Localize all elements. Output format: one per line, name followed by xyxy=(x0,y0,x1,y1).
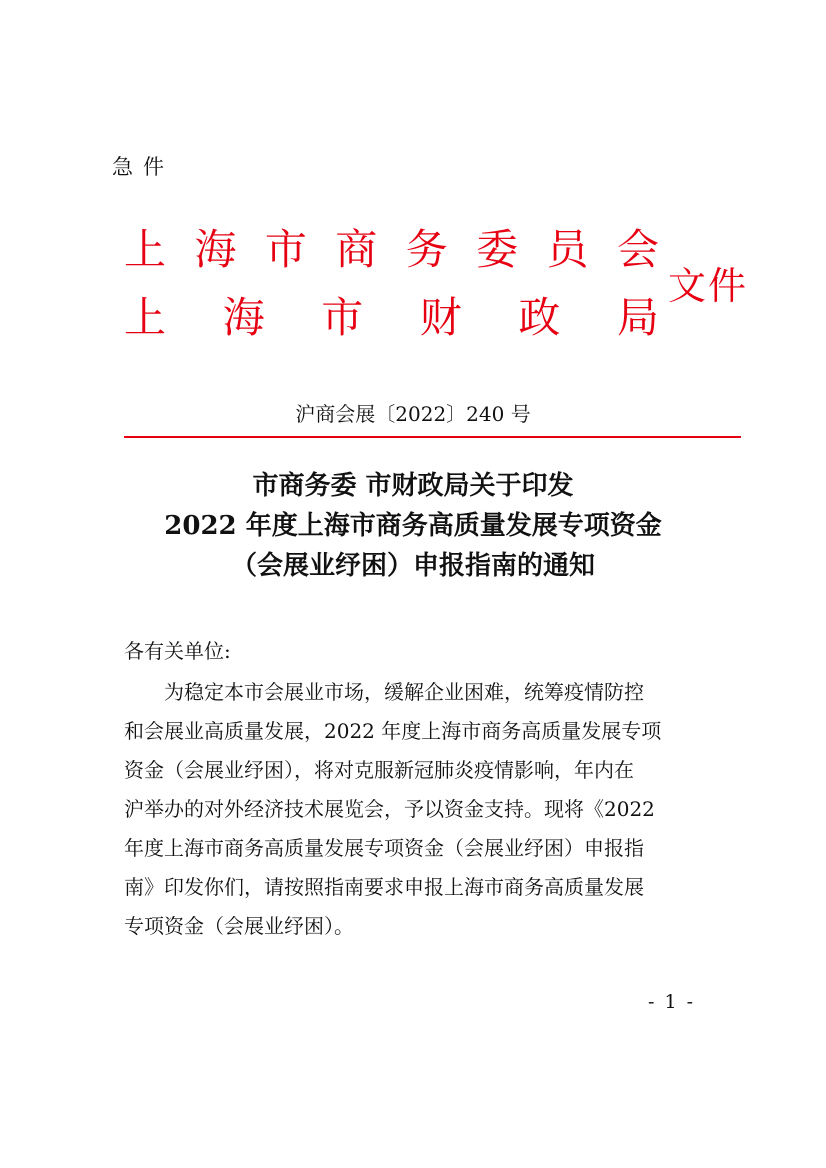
issuer-line-finance-bureau xyxy=(124,293,659,343)
issuer-char: 会 xyxy=(616,225,659,274)
issuer-char: 员 xyxy=(546,225,589,274)
title-line-2: 2022 年度上海市商务高质量发展专项资金 xyxy=(164,511,662,541)
issuer-line-commerce-commission xyxy=(124,225,659,275)
issuer-char: 上 xyxy=(124,293,167,342)
issuer-char: 上 xyxy=(124,225,167,274)
document-type-label: 文件 xyxy=(668,264,749,308)
body-line-6: 南》印发你们，请按照指南要求申报上海市商务高质量发展 xyxy=(124,875,644,899)
body-line-1: 为稳定本市会展业市场，缓解企业困难，统筹疫情防控 xyxy=(164,680,644,704)
body-line-5: 年度上海市商务高质量发展专项资金（会展业纾困）申报指 xyxy=(124,836,644,860)
body-line-2: 和会展业高质量发展，2022 年度上海市商务高质量发展专项 xyxy=(124,719,662,743)
body-line-7: 专项资金（会展业纾困）。 xyxy=(124,914,354,938)
issuer-char: 委 xyxy=(476,225,519,274)
issuer-char: 政 xyxy=(518,293,561,342)
issuer-char: 局 xyxy=(616,293,659,342)
salutation: 各有关单位: xyxy=(124,639,231,663)
body-line-4: 沪举办的对外经济技术展览会，予以资金支持。现将《2022 xyxy=(124,797,655,821)
body-line-3: 资金（会展业纾困），将对克服新冠肺炎疫情影响，年内在 xyxy=(124,758,634,782)
issuer-char: 务 xyxy=(405,225,448,274)
issuer-char: 商 xyxy=(335,225,378,274)
urgent-label: 急件 xyxy=(112,155,174,179)
red-divider-line xyxy=(124,436,741,438)
title-line-1: 市商务委 市财政局关于印发 xyxy=(252,471,574,501)
issuer-char: 市 xyxy=(264,225,307,274)
title-line-3: （会展业纾困）申报指南的通知 xyxy=(230,551,595,581)
document-number: 沪商会展〔2022〕240 号 xyxy=(295,402,531,426)
issuer-char: 海 xyxy=(194,225,237,274)
document-title xyxy=(0,466,826,586)
issuer-char: 财 xyxy=(419,293,462,342)
issuer-char: 海 xyxy=(222,293,265,342)
issuer-char: 市 xyxy=(321,293,364,342)
page-number: - 1 - xyxy=(648,991,696,1013)
